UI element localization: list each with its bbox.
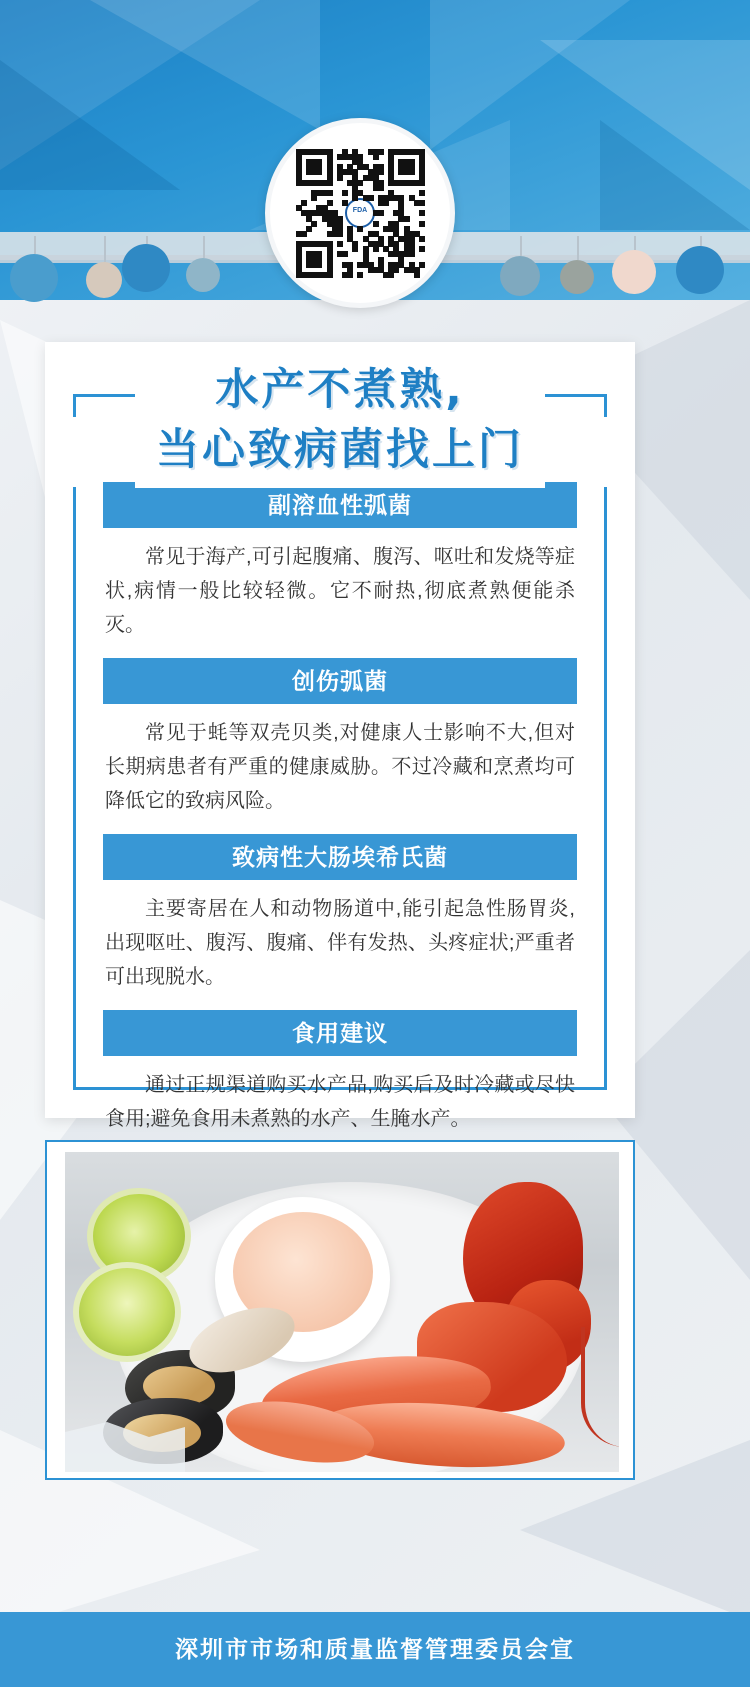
qr-module: [419, 221, 425, 227]
dot-stem: [104, 236, 106, 262]
qr-module: [378, 149, 384, 155]
decorative-dot: [122, 244, 170, 292]
section-body: 常见于蚝等双壳贝类,对健康人士影响不大,但对长期病患者有严重的健康威胁。不过冷藏和烹煮均可降低它的致病风险。: [105, 722, 575, 812]
qr-module: [378, 169, 384, 175]
qr-module: [337, 231, 343, 237]
decorative-dot: [500, 256, 540, 296]
qr-module: [327, 200, 333, 206]
dot-stem: [577, 236, 579, 260]
section-heading: 创伤弧菌: [103, 658, 577, 704]
qr-module: [327, 180, 333, 186]
qr-module: [388, 272, 394, 278]
page-title: [45, 360, 635, 480]
qr-code-badge[interactable]: [265, 118, 455, 308]
photo-frame: [45, 1140, 635, 1480]
qr-module: [327, 272, 333, 278]
header-triangle: [0, 60, 180, 190]
footer-bar: 深圳市市场和质量监督管理委员会宣: [0, 1612, 750, 1687]
qr-module: [409, 251, 415, 257]
qr-module: [352, 195, 358, 201]
qr-module: [419, 262, 425, 268]
qr-module: [419, 180, 425, 186]
qr-module: [373, 246, 379, 252]
qr-module: [301, 231, 307, 237]
section-body: 常见于海产,可引起腹痛、腹泻、呕吐和发烧等症状,病情一般比较轻微。它不耐热,彻底煮熟便能杀灭。: [105, 546, 575, 636]
qr-module: [327, 190, 333, 196]
qr-module: [306, 226, 312, 232]
qr-module: [357, 180, 363, 186]
header-triangle: [600, 120, 750, 230]
qr-module: [357, 226, 363, 232]
qr-module: [414, 272, 420, 278]
qr-module: [419, 190, 425, 196]
qr-module: [419, 200, 425, 206]
qr-module: [337, 241, 343, 247]
section-item: [103, 1010, 577, 1152]
qr-module: [393, 267, 399, 273]
seafood-photo: [65, 1152, 619, 1472]
qr-module: [342, 200, 348, 206]
dot-stem: [634, 236, 636, 250]
section-item: [103, 658, 577, 834]
decorative-dot: [560, 260, 594, 294]
qr-module: [378, 185, 384, 191]
dot-stem: [700, 236, 702, 246]
qr-module: [352, 246, 358, 252]
section-heading: 副溶血性弧菌: [103, 482, 577, 528]
dot-stem: [520, 236, 522, 256]
decorative-dot: [676, 246, 724, 294]
section-item: [103, 834, 577, 1010]
title-line-2: 当心致病菌找上门: [156, 425, 524, 475]
qr-module: [316, 262, 322, 268]
qr-module: [311, 221, 317, 227]
photo-lime-slice: [73, 1262, 181, 1362]
qr-module: [404, 216, 410, 222]
qr-module: [347, 272, 353, 278]
section-body: 主要寄居在人和动物肠道中,能引起急性肠胃炎,出现呕吐、腹泻、腹痛、伴有发热、头疼症状;严重者可出现脱水。: [105, 898, 575, 988]
section-heading: 致病性大肠埃希氏菌: [103, 834, 577, 880]
qr-module: [419, 210, 425, 216]
qr-module: [378, 210, 384, 216]
qr-module: [373, 154, 379, 160]
decorative-dot: [10, 254, 58, 302]
dot-stem: [146, 236, 148, 244]
decorative-dot: [86, 262, 122, 298]
qr-module: [368, 195, 374, 201]
qr-code-image: [296, 149, 424, 277]
qr-module: [419, 236, 425, 242]
qr-module: [311, 195, 317, 201]
sections-list: [103, 482, 577, 1152]
decorative-dot: [186, 258, 220, 292]
qr-module: [316, 169, 322, 175]
dot-stem: [203, 236, 205, 258]
qr-module: [409, 169, 415, 175]
qr-module: [342, 190, 348, 196]
section-item: [103, 482, 577, 658]
qr-module: [383, 200, 389, 206]
qr-module: [419, 246, 425, 252]
decorative-dot: [612, 250, 656, 294]
qr-module: [342, 251, 348, 257]
qr-module: [373, 221, 379, 227]
section-heading: 食用建议: [103, 1010, 577, 1056]
qr-module: [301, 200, 307, 206]
title-line-1: 水产不煮熟,: [215, 365, 465, 415]
dot-stem: [34, 236, 36, 254]
content-card: [45, 342, 635, 1130]
qr-center-logo: FDA: [345, 198, 375, 228]
section-body: 通过正规渠道购买水产品,购买后及时冷藏或尽快食用;避免食用未煮熟的水产、生腌水产。: [105, 1074, 575, 1130]
qr-module: [337, 175, 343, 181]
qr-module: [357, 272, 363, 278]
